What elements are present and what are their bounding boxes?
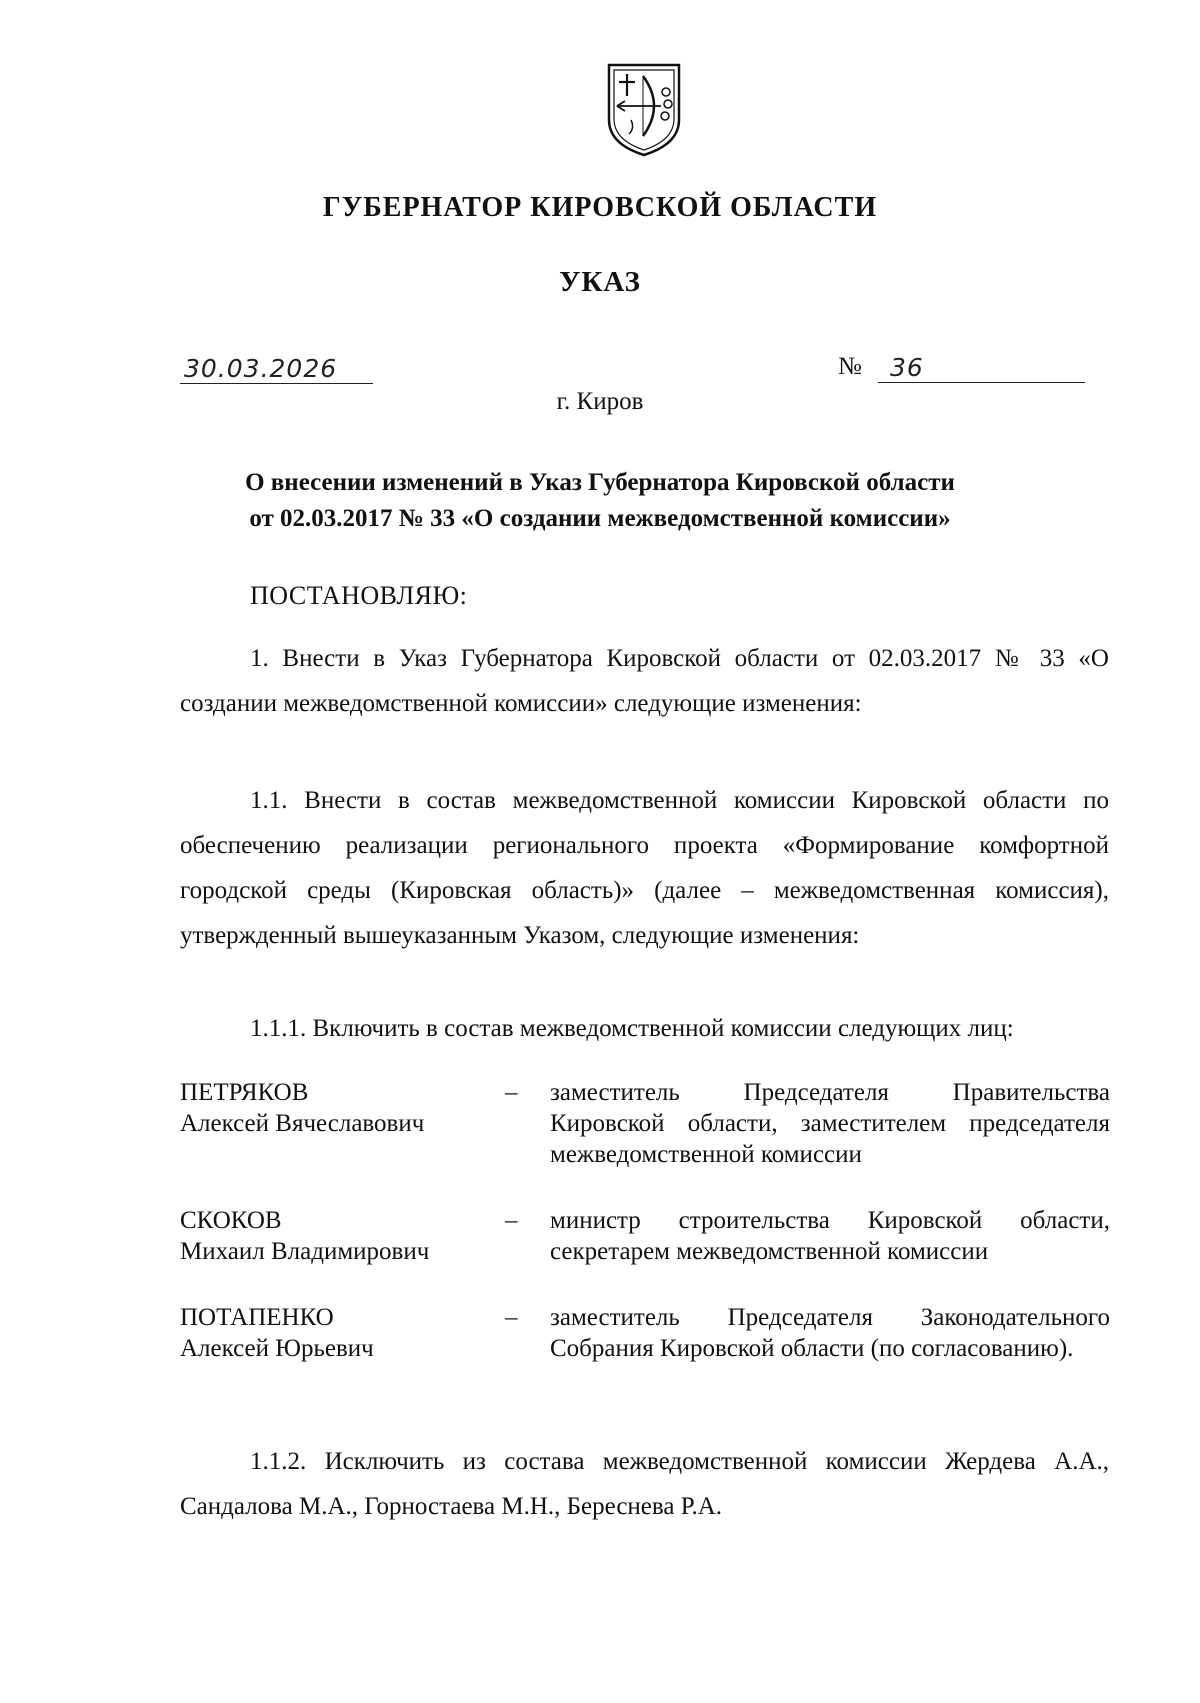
number-field [838, 355, 1085, 383]
member-role: заместитель Председателя Законодательного Собрания Кировской области (по согласованию). [550, 1304, 1110, 1362]
member-name [180, 1205, 490, 1267]
city: г. Киров [556, 388, 644, 415]
paragraph-1-1-1-text: 1.1.1. Включить в состав межведомственной комиссии следующих лиц: [250, 1015, 1014, 1042]
decree-word: ПОСТАНОВЛЯЮ: [250, 581, 468, 610]
paragraph-1-1-1 [180, 1006, 1109, 1051]
subject-heading [0, 465, 1200, 537]
paragraph-1-text: 1. Внести в Указ Губернатора Кировской области от 02.03.2017 № 33 «О создании межведомственной комиссии» следующие изменения: [180, 645, 1109, 717]
number-sign: № [838, 353, 862, 380]
subject-line-1: О внесении изменений в Указ Губернатора Кировской области [245, 469, 955, 496]
date-value: 30.03.2026 [184, 354, 338, 383]
member-given-names: Михаил Владимирович [180, 1238, 430, 1265]
member-surname: СКОКОВ [180, 1207, 282, 1234]
member-given-names: Алексей Вячеславович [180, 1110, 425, 1137]
paragraph-1-1-2 [180, 1439, 1109, 1529]
member-role: министр строительства Кировской области, секретарем межведомственной комиссии [550, 1207, 1110, 1265]
paragraph-1-1-2-text: 1.1.2. Исключить из состава межведомственной комиссии Жердева А.А., Сандалова М.А., Горностаева М.Н., Береснева Р.А. [180, 1448, 1109, 1520]
member-name [180, 1302, 490, 1364]
coat-of-arms-icon [605, 62, 683, 158]
member-dash: – [505, 1207, 518, 1234]
number-line [878, 354, 1085, 383]
member-dash: – [505, 1079, 518, 1106]
document-type: УКАЗ [559, 266, 641, 298]
member-role: заместитель Председателя Правительства Кировской области, заместителем председателя межведомственной комиссии [550, 1079, 1110, 1168]
member-dash: – [505, 1304, 518, 1331]
paragraph-1 [180, 636, 1109, 726]
organization-title: ГУБЕРНАТОР КИРОВСКОЙ ОБЛАСТИ [322, 192, 878, 223]
date-field [180, 355, 373, 384]
member-given-names: Алексей Юрьевич [180, 1335, 374, 1362]
paragraph-1-1 [180, 778, 1109, 958]
member-surname: ПОТАПЕНКО [180, 1304, 334, 1331]
subject-line-2: от 02.03.2017 № 33 «О создании межведомственной комиссии» [249, 505, 951, 532]
paragraph-1-1-text: 1.1. Внести в состав межведомственной комиссии Кировской области по обеспечению реализации регионального проекта «Формирование комфортной городской среды (Кировская область)» (далее – межведомственная комиссия), утвержденный вышеуказанным Указом, следующие изменения: [180, 787, 1109, 949]
number-value: 36 [890, 353, 924, 382]
member-name [180, 1077, 490, 1139]
member-surname: ПЕТРЯКОВ [180, 1079, 309, 1106]
